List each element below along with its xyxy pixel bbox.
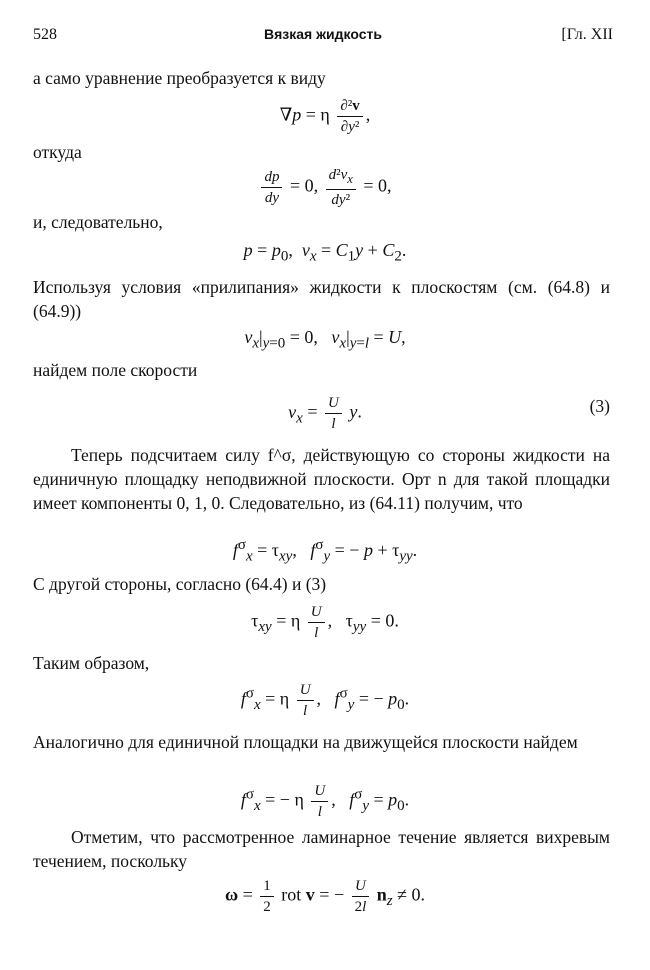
- paragraph-7: С другой стороны, согласно (64.4) и (3): [33, 574, 327, 594]
- chapter-label: [Гл. XII: [561, 26, 613, 43]
- equation-6: $f^\sigma_x = \tau_{xy}$, $f^\sigma_y$ = − $p + \tau_{yy}$.: [232, 537, 418, 565]
- equation-7: $\tau_{xy} = \eta$ $\frac{U}{l}$ , $\tau_{yy} = 0$.: [251, 604, 399, 641]
- paragraph-5: найдем поле скорости: [33, 360, 198, 380]
- paragraph-3: и, следовательно,: [33, 212, 163, 232]
- running-header: [33, 26, 613, 48]
- equation-8: $f^\sigma_x = \eta$ $\frac{U}{l}$ , $f^\sigma_y$ = − $p_0$.: [240, 682, 410, 719]
- equation-4: $v_x|_{y=0} = 0$, $v_x|_{y=l} = U$,: [244, 327, 406, 352]
- paragraph-1: а само уравнение преобразуется к виду: [33, 68, 326, 88]
- paragraph-8: Таким образом,: [33, 653, 150, 673]
- equation-10: ω = $\frac{1}{2}$ rot v = − $\frac{U}{2l}$ $n_z \ne 0$.: [224, 878, 426, 915]
- paragraph-9: Аналогично для единичной площадки на движущейся плоскости найдем: [33, 732, 578, 752]
- paragraph-4: Используя условия «прилипания» жидкости к плоскостям (см. (64.8) и (64.9)): [33, 277, 610, 321]
- page-number: 528: [33, 26, 57, 43]
- paragraph-2: откуда: [33, 142, 82, 162]
- equation-2: $\frac{dp}{dy}$ = 0, $\frac{d^2v_x}{\text{dy²}}$ = 0,: [0, 165, 650, 210]
- equation-3: $p = p_0$, $v_x = C_1y + C_2$.: [243, 240, 407, 265]
- equation-5-number: (3): [589, 396, 610, 416]
- equation-9: $f^\sigma_x$ = − η $\frac{U}{l}$ , $f^\sigma_y = p_0$.: [240, 783, 410, 820]
- paragraph-10: Отметим, что рассмотренное ламинарное течение является вихревым течением, поскольку: [33, 827, 610, 871]
- running-title: Вязкая жидкость: [264, 26, 382, 42]
- equation-1: ∇p = η $\frac{\text{∂²v}}{\text{∂y²}}$ ,: [279, 98, 371, 135]
- paragraph-6: Теперь подсчитаем силу f^σ, действующую со стороны жидкости на единичную площадку неподвижной плоскости. Орт n для такой площадки имеет компоненты 0, 1, 0. Следовательно, из (64.11) получим, что: [33, 445, 610, 513]
- equation-5: $v_x$ = $\frac{U}{l}$ y.: [288, 395, 362, 432]
